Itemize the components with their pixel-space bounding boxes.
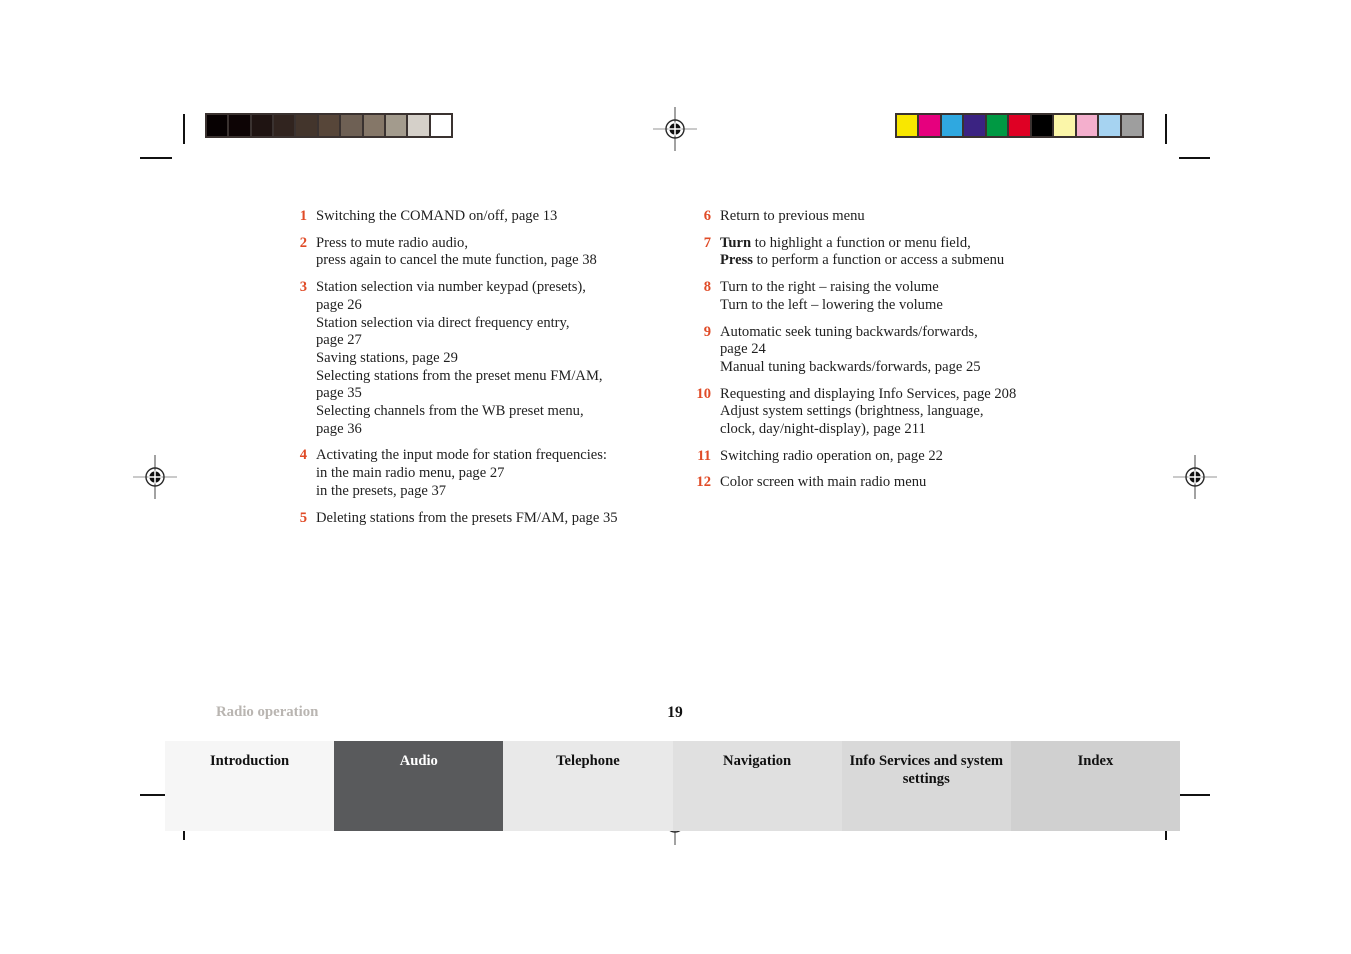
grayscale-swatch: [429, 115, 451, 136]
item-text: Turn to the right – raising the volume Turn to the left – lowering the volume: [720, 279, 943, 313]
grayscale-swatch: [272, 115, 294, 136]
color-swatch: [1030, 115, 1052, 136]
grayscale-swatch: [207, 115, 227, 136]
tab-label: Info Services and system settings: [849, 753, 1004, 787]
crop-mark: [1179, 157, 1210, 159]
legend-item: [687, 208, 1087, 226]
chapter-tab-bar: [165, 741, 1180, 831]
grayscale-swatch: [406, 115, 428, 136]
item-number: 2: [299, 234, 307, 251]
color-swatch: [1120, 115, 1142, 136]
item-text: Return to previous menu: [720, 208, 865, 224]
crop-mark: [140, 157, 172, 159]
item-number: 9: [703, 323, 711, 340]
tab-label: Navigation: [723, 753, 792, 769]
color-swatch: [940, 115, 962, 136]
item-text: Station selection via number keypad (presets), page 26 Station selection via direct frequency entry, page 27 Saving stations, page 29 Selecting stations from the preset menu FM/AM, page 35 Selecting channels from the WB preset menu, page 36: [316, 279, 603, 437]
item-number: 5: [299, 509, 307, 526]
item-number: 12: [696, 474, 711, 491]
grayscale-swatch: [250, 115, 272, 136]
registration-mark-icon: [653, 107, 697, 151]
grayscale-swatch: [317, 115, 339, 136]
item-number: 3: [299, 279, 307, 296]
item-number: 7: [703, 234, 711, 251]
item-number: 4: [299, 447, 307, 464]
legend-item: [687, 448, 1087, 466]
item-text: Press to mute radio audio, press again to cancel the mute function, page 38: [316, 234, 597, 269]
registration-mark-icon: [1173, 455, 1217, 499]
legend-item: [283, 510, 678, 528]
color-swatch: [1075, 115, 1097, 136]
item-number: 6: [703, 208, 711, 224]
legend-item: [283, 279, 678, 438]
crop-mark: [1179, 794, 1210, 796]
grayscale-swatch: [227, 115, 249, 136]
item-number: 10: [696, 385, 711, 402]
tab-index: [1011, 741, 1180, 831]
item-number: 11: [697, 447, 711, 464]
tab-navigation: [673, 741, 842, 831]
color-swatch: [1007, 115, 1029, 136]
tab-label: Telephone: [556, 753, 620, 769]
color-swatch: [897, 115, 917, 136]
color-swatch: [1052, 115, 1074, 136]
page-number: 19: [667, 704, 683, 721]
color-swatch: [1097, 115, 1119, 136]
legend-item: [687, 235, 1087, 270]
item-text: Deleting stations from the presets FM/AM, page 35: [316, 509, 618, 526]
tab-label: Index: [1077, 753, 1114, 769]
crop-mark: [183, 114, 185, 144]
legend-item: [283, 208, 678, 226]
color-swatch: [962, 115, 984, 136]
tab-introduction: [165, 741, 334, 831]
legend-item: [687, 386, 1087, 439]
legend-item: [283, 447, 678, 500]
grayscale-swatch: [294, 115, 316, 136]
registration-mark-icon: [133, 455, 177, 499]
tab-label: Introduction: [209, 753, 290, 769]
item-text: Turn to highlight a function or menu field, Press to perform a function or access a submenu: [720, 234, 1005, 269]
legend-item: [687, 474, 1087, 492]
grayscale-swatch: [384, 115, 406, 136]
item-text: Color screen with main radio menu: [720, 474, 927, 491]
tab-telephone: [503, 741, 672, 831]
color-calibration-bar: [895, 113, 1144, 138]
tab-label: Audio: [399, 753, 438, 769]
item-number: 8: [703, 279, 711, 296]
legend-item: [687, 279, 1087, 314]
legend-column-right: [687, 208, 1087, 501]
chapter-label: Radio operation: [216, 704, 319, 720]
color-swatch: [985, 115, 1007, 136]
item-text: Requesting and displaying Info Services, page 208 Adjust system settings (brightness, language, clock, day/night-display), page 211: [720, 385, 1017, 438]
grayscale-swatch: [339, 115, 361, 136]
tab-audio: [334, 741, 503, 831]
legend-item: [687, 324, 1087, 377]
item-text: Automatic seek tuning backwards/forwards, page 24 Manual tuning backwards/forwards, page 25: [720, 323, 981, 375]
item-text: Activating the input mode for station frequencies: in the main radio menu, page 27 in the presets, page 37: [316, 447, 607, 499]
item-number: 1: [299, 208, 307, 224]
item-text: Switching the COMAND on/off, page 13: [316, 208, 558, 224]
grayscale-calibration-bar: [205, 113, 453, 138]
crop-mark: [1165, 114, 1167, 144]
grayscale-swatch: [362, 115, 384, 136]
color-swatch: [917, 115, 939, 136]
item-text: Switching radio operation on, page 22: [720, 447, 943, 464]
legend-item: [283, 235, 678, 270]
legend-column-left: [283, 208, 678, 536]
tab-info-services-and-system-settings: [842, 741, 1011, 831]
